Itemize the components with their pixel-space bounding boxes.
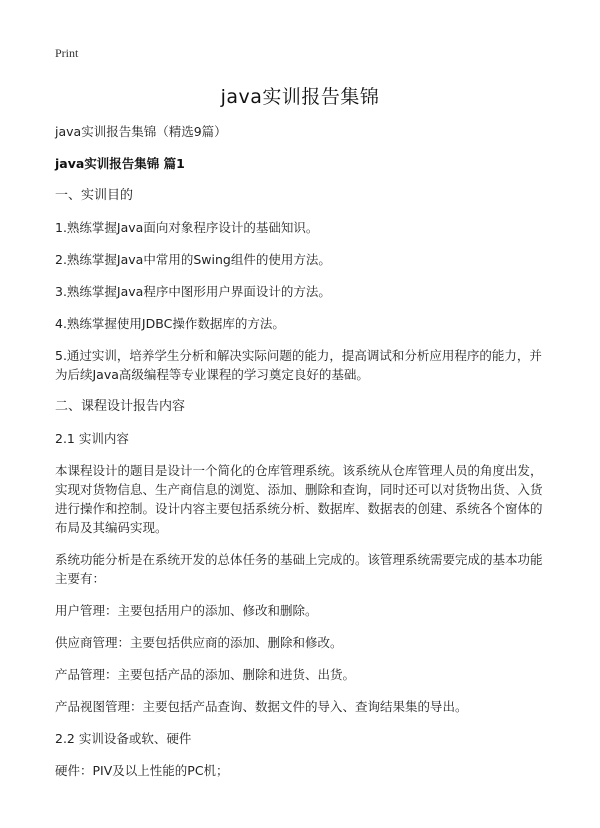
subsection-2-2-heading: 2.2 实训设备或软、硬件 bbox=[55, 731, 192, 746]
document-subtitle: java实训报告集锦（精选9篇） bbox=[55, 124, 227, 139]
print-label: Print bbox=[55, 46, 79, 60]
document-title: java实训报告集锦 bbox=[220, 86, 380, 108]
function-item-user: 用户管理：主要包括用户的添加、修改和删除。 bbox=[55, 603, 318, 618]
part2-heading: 二、课程设计报告内容 bbox=[55, 399, 186, 414]
function-item-supplier: 供应商管理：主要包括供应商的添加、删除和修改。 bbox=[55, 635, 343, 650]
paragraph-system-intro: 本课程设计的题目是设计一个简化的仓库管理系统。该系统从仓库管理人员的角度出发，实现对货物信息、生产商信息的浏览、添加、删除和查询，同时还可以对货物出货、入货进行操作和控制。设计内容主要包括系统分析、数据库、数据表的创建、系统各个窗体的布局及其编码实现。 bbox=[55, 463, 543, 535]
part1-heading: 一、实训目的 bbox=[55, 188, 134, 203]
objective-item-5: 5.通过实训，培养学生分析和解决实际问题的能力，提高调试和分析应用程序的能力，并为后续Java高级编程等专业课程的学习奠定良好的基础。 bbox=[55, 348, 542, 382]
function-item-product: 产品管理：主要包括产品的添加、删除和进货、出货。 bbox=[55, 667, 356, 682]
subsection-2-1-heading: 2.1 实训内容 bbox=[55, 431, 129, 446]
function-item-product-view: 产品视图管理：主要包括产品查询、数据文件的导入、查询结果集的导出。 bbox=[55, 699, 468, 714]
objective-item-1: 1.熟练掌握Java面向对象程序设计的基础知识。 bbox=[55, 220, 319, 235]
objective-item-2: 2.熟练掌握Java中常用的Swing组件的使用方法。 bbox=[55, 252, 331, 267]
objective-item-3: 3.熟练掌握Java程序中图形用户界面设计的方法。 bbox=[55, 284, 331, 299]
objective-item-4: 4.熟练掌握使用JDBC操作数据库的方法。 bbox=[55, 316, 285, 331]
hardware-line: 硬件：PIV及以上性能的PC机； bbox=[55, 763, 229, 778]
section-heading: java实训报告集锦 篇1 bbox=[55, 156, 185, 171]
paragraph-function-analysis: 系统功能分析是在系统开发的总体任务的基础上完成的。该管理系统需要完成的基本功能主要有： bbox=[55, 552, 543, 586]
